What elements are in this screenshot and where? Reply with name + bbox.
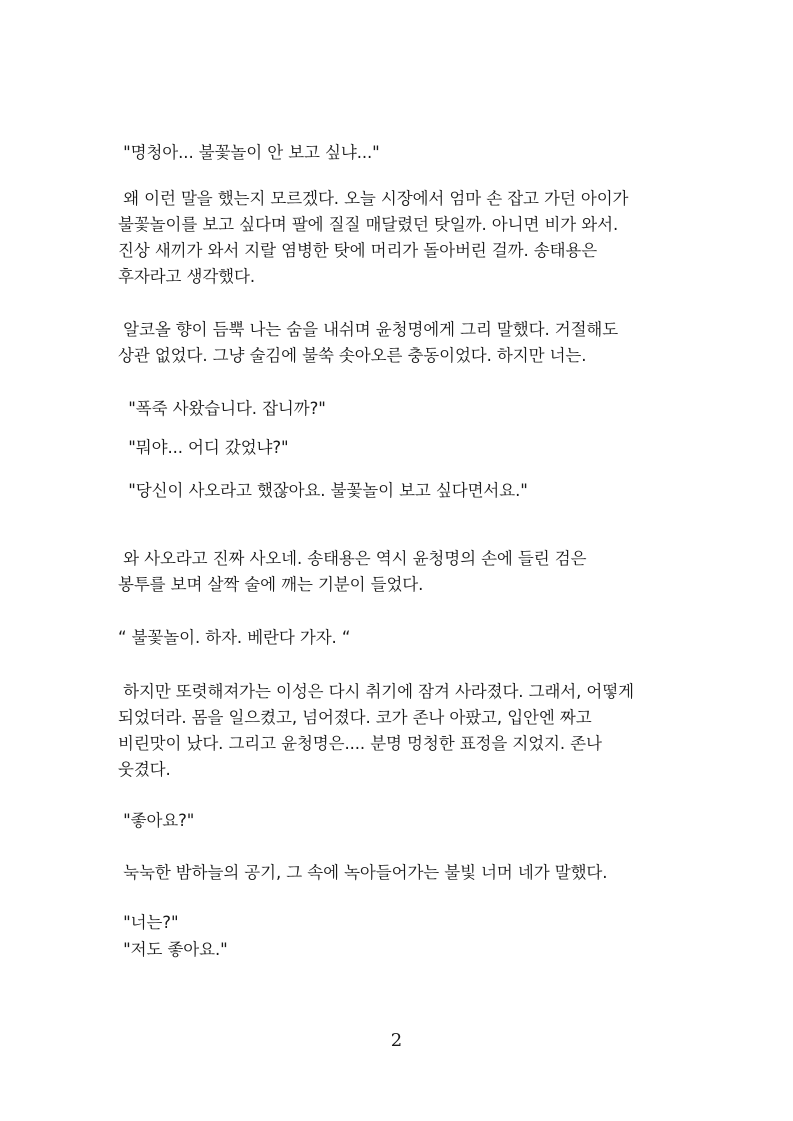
text-line: 비린맛이 났다. 그리고 윤청명은.... 분명 멍청한 표정을 지었지. 존나 [118, 734, 602, 753]
text-line: "저도 좋아요." [118, 940, 228, 959]
text-line: 와 사오라고 진짜 사오네. 송태용은 역시 윤청명의 손에 들린 검은 [118, 549, 587, 568]
text-line: "좋아요?" [118, 811, 195, 830]
text-line: "너는?" [118, 913, 179, 932]
text-line: "폭죽 사왔습니다. 잡니까?" [118, 399, 326, 418]
text-line: 왜 이런 말을 했는지 모르겠다. 오늘 시장에서 엄마 손 잡고 가던 아이가 [118, 189, 629, 208]
text-line: 상관 없었다. 그냥 술김에 불쑥 솟아오른 충동이었다. 하지만 너는. [118, 346, 587, 365]
text-line: 되었더라. 몸을 일으켰고, 넘어졌다. 코가 존나 아팠고, 입안엔 짜고 [118, 708, 592, 727]
text-line: 알코올 향이 듬뿍 나는 숨을 내쉬며 윤청명에게 그리 말했다. 거절해도 [118, 320, 619, 339]
text-line: "당신이 사오라고 했잖아요. 불꽃놀이 보고 싶다면서요." [118, 481, 528, 500]
text-line: "명청아... 불꽃놀이 안 보고 싶냐..." [118, 143, 380, 162]
text-line: 불꽃놀이를 보고 싶다며 팔에 질질 매달렸던 탓일까. 아니면 비가 와서. [118, 215, 619, 234]
text-line: 하지만 또렷해져가는 이성은 다시 취기에 잠겨 사라졌다. 그래서, 어떻게 [118, 682, 634, 701]
text-line: 웃겼다. [118, 760, 171, 779]
text-line: "뭐야... 어디 갔었냐?" [118, 438, 289, 457]
text-line: “ 불꽃놀이. 하자. 베란다 가자. “ [118, 628, 351, 647]
text-line: 봉투를 보며 살짝 술에 깨는 기분이 들었다. [118, 575, 424, 594]
text-line: 진상 새끼가 와서 지랄 염병한 탓에 머리가 돌아버린 걸까. 송태용은 [118, 241, 598, 260]
text-line: 눅눅한 밤하늘의 공기, 그 속에 녹아들어가는 불빛 너머 네가 말했다. [118, 863, 608, 882]
page-number: 2 [390, 1030, 403, 1051]
text-line: 후자라고 생각했다. [118, 267, 256, 286]
